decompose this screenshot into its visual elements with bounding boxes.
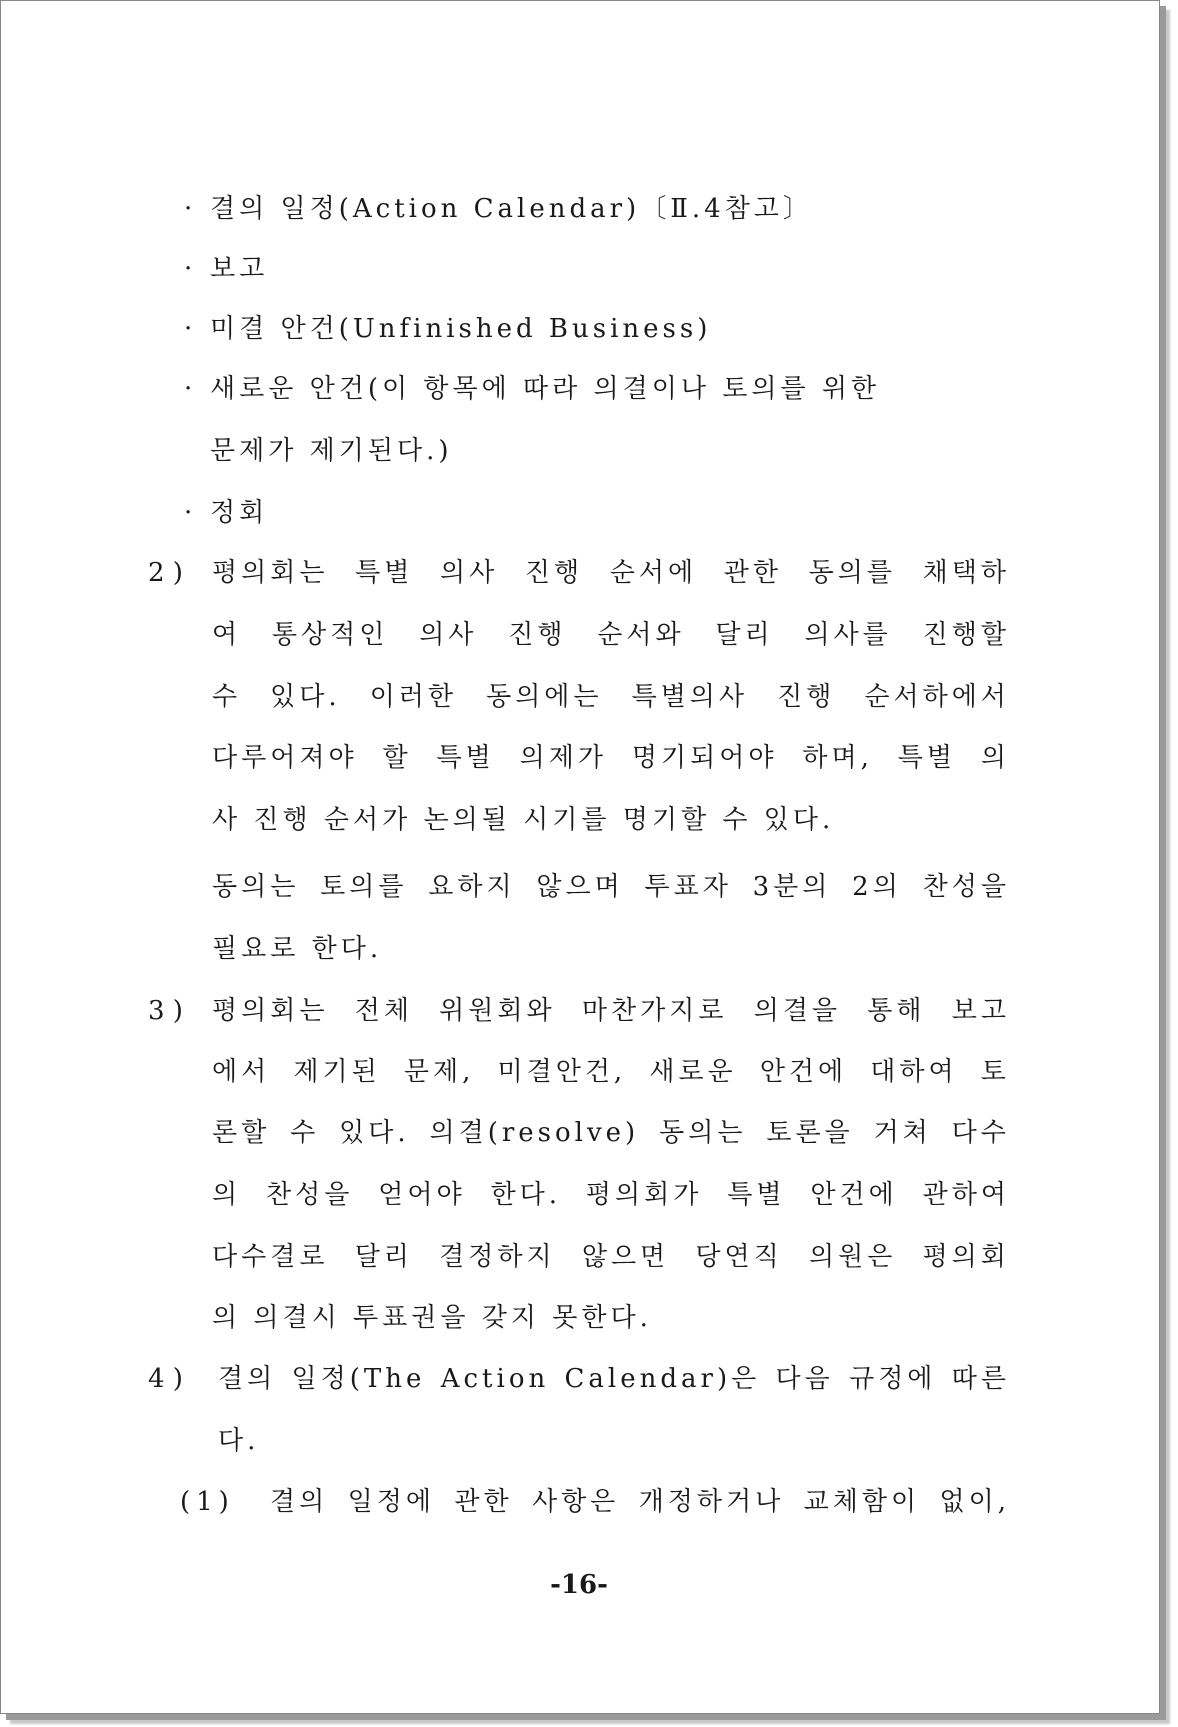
bullet-continuation: 문제가 제기된다.): [210, 436, 453, 466]
word: 개정하거나: [638, 1487, 785, 1517]
word: 결의: [270, 1487, 329, 1517]
word: 명기되어야: [631, 743, 778, 773]
word: 일정(The: [291, 1364, 426, 1394]
bullet-text: 정회: [210, 498, 269, 528]
word: 3분의: [752, 872, 832, 902]
word: 수: [212, 682, 242, 712]
word: 얻어야: [378, 1180, 466, 1210]
word: 사항은: [531, 1487, 620, 1517]
word: 따른: [951, 1364, 1010, 1394]
word: 순서에: [609, 558, 698, 588]
word: 투표자: [644, 872, 732, 902]
word: 의사: [439, 558, 499, 588]
word: 특별의사: [631, 682, 749, 712]
word: 문제,: [403, 1057, 475, 1087]
word: 특별: [436, 743, 495, 773]
paragraph-line: [212, 558, 1010, 588]
word: Calendar)은: [564, 1364, 761, 1394]
word: 특별: [727, 1180, 786, 1210]
page-number: -16-: [550, 1570, 608, 1600]
word: 다수결로: [212, 1242, 329, 1272]
word: 않으며: [536, 872, 624, 902]
word: 달리: [354, 1242, 413, 1272]
word: 새로운: [649, 1057, 737, 1087]
bullet-text: 결의 일정(Action Calendar)〔Ⅱ.4참고〕: [210, 194, 813, 224]
word: 특별: [355, 558, 414, 588]
word: 진행: [524, 558, 584, 588]
word: 달리: [715, 620, 774, 650]
bullet-item: · 새로운 안건(이 항목에 따라 의결이나 토의를 위한: [184, 374, 881, 404]
word: 평의회는: [212, 996, 329, 1026]
paragraph-line: [212, 1118, 1010, 1148]
word: 하며,: [802, 743, 873, 773]
word: 평의회는: [212, 558, 329, 588]
word: 위원회와: [439, 996, 556, 1026]
paragraph-line: [212, 872, 1010, 902]
word: 다수: [951, 1118, 1010, 1148]
bullet-text: 보고: [210, 254, 269, 284]
word: 에서: [212, 1057, 271, 1087]
word: 의결을: [753, 996, 842, 1026]
word: Action: [440, 1364, 550, 1394]
word: 당연직: [695, 1242, 783, 1272]
word: 의: [980, 743, 1010, 773]
word: 특별: [897, 743, 956, 773]
word: 동의는: [659, 1118, 747, 1148]
word: 찬성을: [922, 872, 1010, 902]
word: 순서하에서: [864, 682, 1010, 712]
word: 의제가: [519, 743, 607, 773]
word: 결의: [218, 1364, 277, 1394]
word: 수: [290, 1118, 320, 1148]
word: 통해: [867, 996, 926, 1026]
bullet-item: · 결의 일정(Action Calendar)〔Ⅱ.4참고〕: [184, 194, 813, 224]
paragraph-line: [212, 996, 1010, 1026]
word: 동의에는: [486, 682, 603, 712]
word: 보고: [951, 996, 1010, 1026]
word: 있다.: [339, 1118, 410, 1148]
word: 안건에: [759, 1057, 848, 1087]
bullet-text: 미결 안건(Unfinished Business): [210, 314, 712, 344]
word: 전체: [354, 996, 413, 1026]
word: 다음: [775, 1364, 834, 1394]
word: 토의를: [320, 872, 408, 902]
paragraph-line: [212, 682, 1010, 712]
item-number: 4 ): [148, 1364, 183, 1394]
word: 토론을: [766, 1118, 854, 1148]
word: 의사를: [804, 620, 892, 650]
item-number: 2 ): [148, 558, 183, 588]
paragraph-line: 다.: [218, 1426, 260, 1456]
word: 할: [382, 743, 412, 773]
subitem-number: (1): [180, 1487, 235, 1517]
word: 규정에: [849, 1364, 937, 1394]
word: 관하여: [922, 1180, 1010, 1210]
word: 2의: [852, 872, 902, 902]
word: 진행: [508, 620, 567, 650]
bullet-item: · 정회: [184, 498, 269, 528]
paragraph-line: [270, 1487, 1010, 1517]
word: 요하지: [428, 872, 516, 902]
paragraph-line: 필요로 한다.: [212, 934, 383, 964]
word: 통상적인: [271, 620, 389, 650]
word: 제기된: [293, 1057, 381, 1087]
paragraph-line: [212, 743, 1010, 773]
paragraph-line: [212, 1180, 1010, 1210]
word: 있다.: [270, 682, 341, 712]
bullet-item: · 보고: [184, 254, 269, 284]
word: 찬성을: [266, 1180, 354, 1210]
word: 대하여: [870, 1057, 958, 1087]
word: 순서와: [597, 620, 685, 650]
word: 채택하: [922, 558, 1010, 588]
word: 론할: [212, 1118, 271, 1148]
word: 이러한: [369, 682, 458, 712]
word: 미결안건,: [497, 1057, 627, 1087]
word: 관한: [454, 1487, 513, 1517]
word: 거쳐: [873, 1118, 932, 1148]
bullet-item: · 미결 안건(Unfinished Business): [184, 314, 712, 344]
word: 동의는: [212, 872, 300, 902]
word: 마찬가지로: [581, 996, 728, 1026]
paragraph-line: 의 의결시 투표권을 갖지 못한다.: [212, 1303, 652, 1333]
word: 없이,: [939, 1487, 1010, 1517]
item-number: 3 ): [148, 996, 183, 1026]
word: 진행: [777, 682, 836, 712]
word: 여: [212, 620, 242, 650]
word: 의결(resolve): [429, 1118, 640, 1148]
paragraph-line: [212, 1057, 1010, 1087]
word: 진행할: [922, 620, 1010, 650]
paragraph-line: 사 진행 순서가 논의될 시기를 명기할 수 있다.: [212, 805, 835, 835]
word: 동의를: [808, 558, 896, 588]
word: 의: [212, 1180, 242, 1210]
paragraph-line: [218, 1364, 1010, 1394]
word: 토: [980, 1057, 1010, 1087]
bullet-text: 새로운 안건(이 항목에 따라 의결이나 토의를 위한: [210, 374, 881, 404]
word: 일정에: [347, 1487, 435, 1517]
paragraph-line: [212, 1242, 1010, 1272]
word: 의사: [419, 620, 478, 650]
word: 평의회가: [585, 1180, 703, 1210]
word: 관한: [723, 558, 782, 588]
word: 평의회: [922, 1242, 1010, 1272]
paragraph-line: [212, 620, 1010, 650]
word: 않으면: [581, 1242, 670, 1272]
word: 안건에: [810, 1180, 898, 1210]
word: 결정하지: [439, 1242, 556, 1272]
word: 한다.: [490, 1180, 562, 1210]
word: 교체함이: [803, 1487, 921, 1517]
word: 다루어져야: [212, 743, 358, 773]
word: 의원은: [808, 1242, 897, 1272]
